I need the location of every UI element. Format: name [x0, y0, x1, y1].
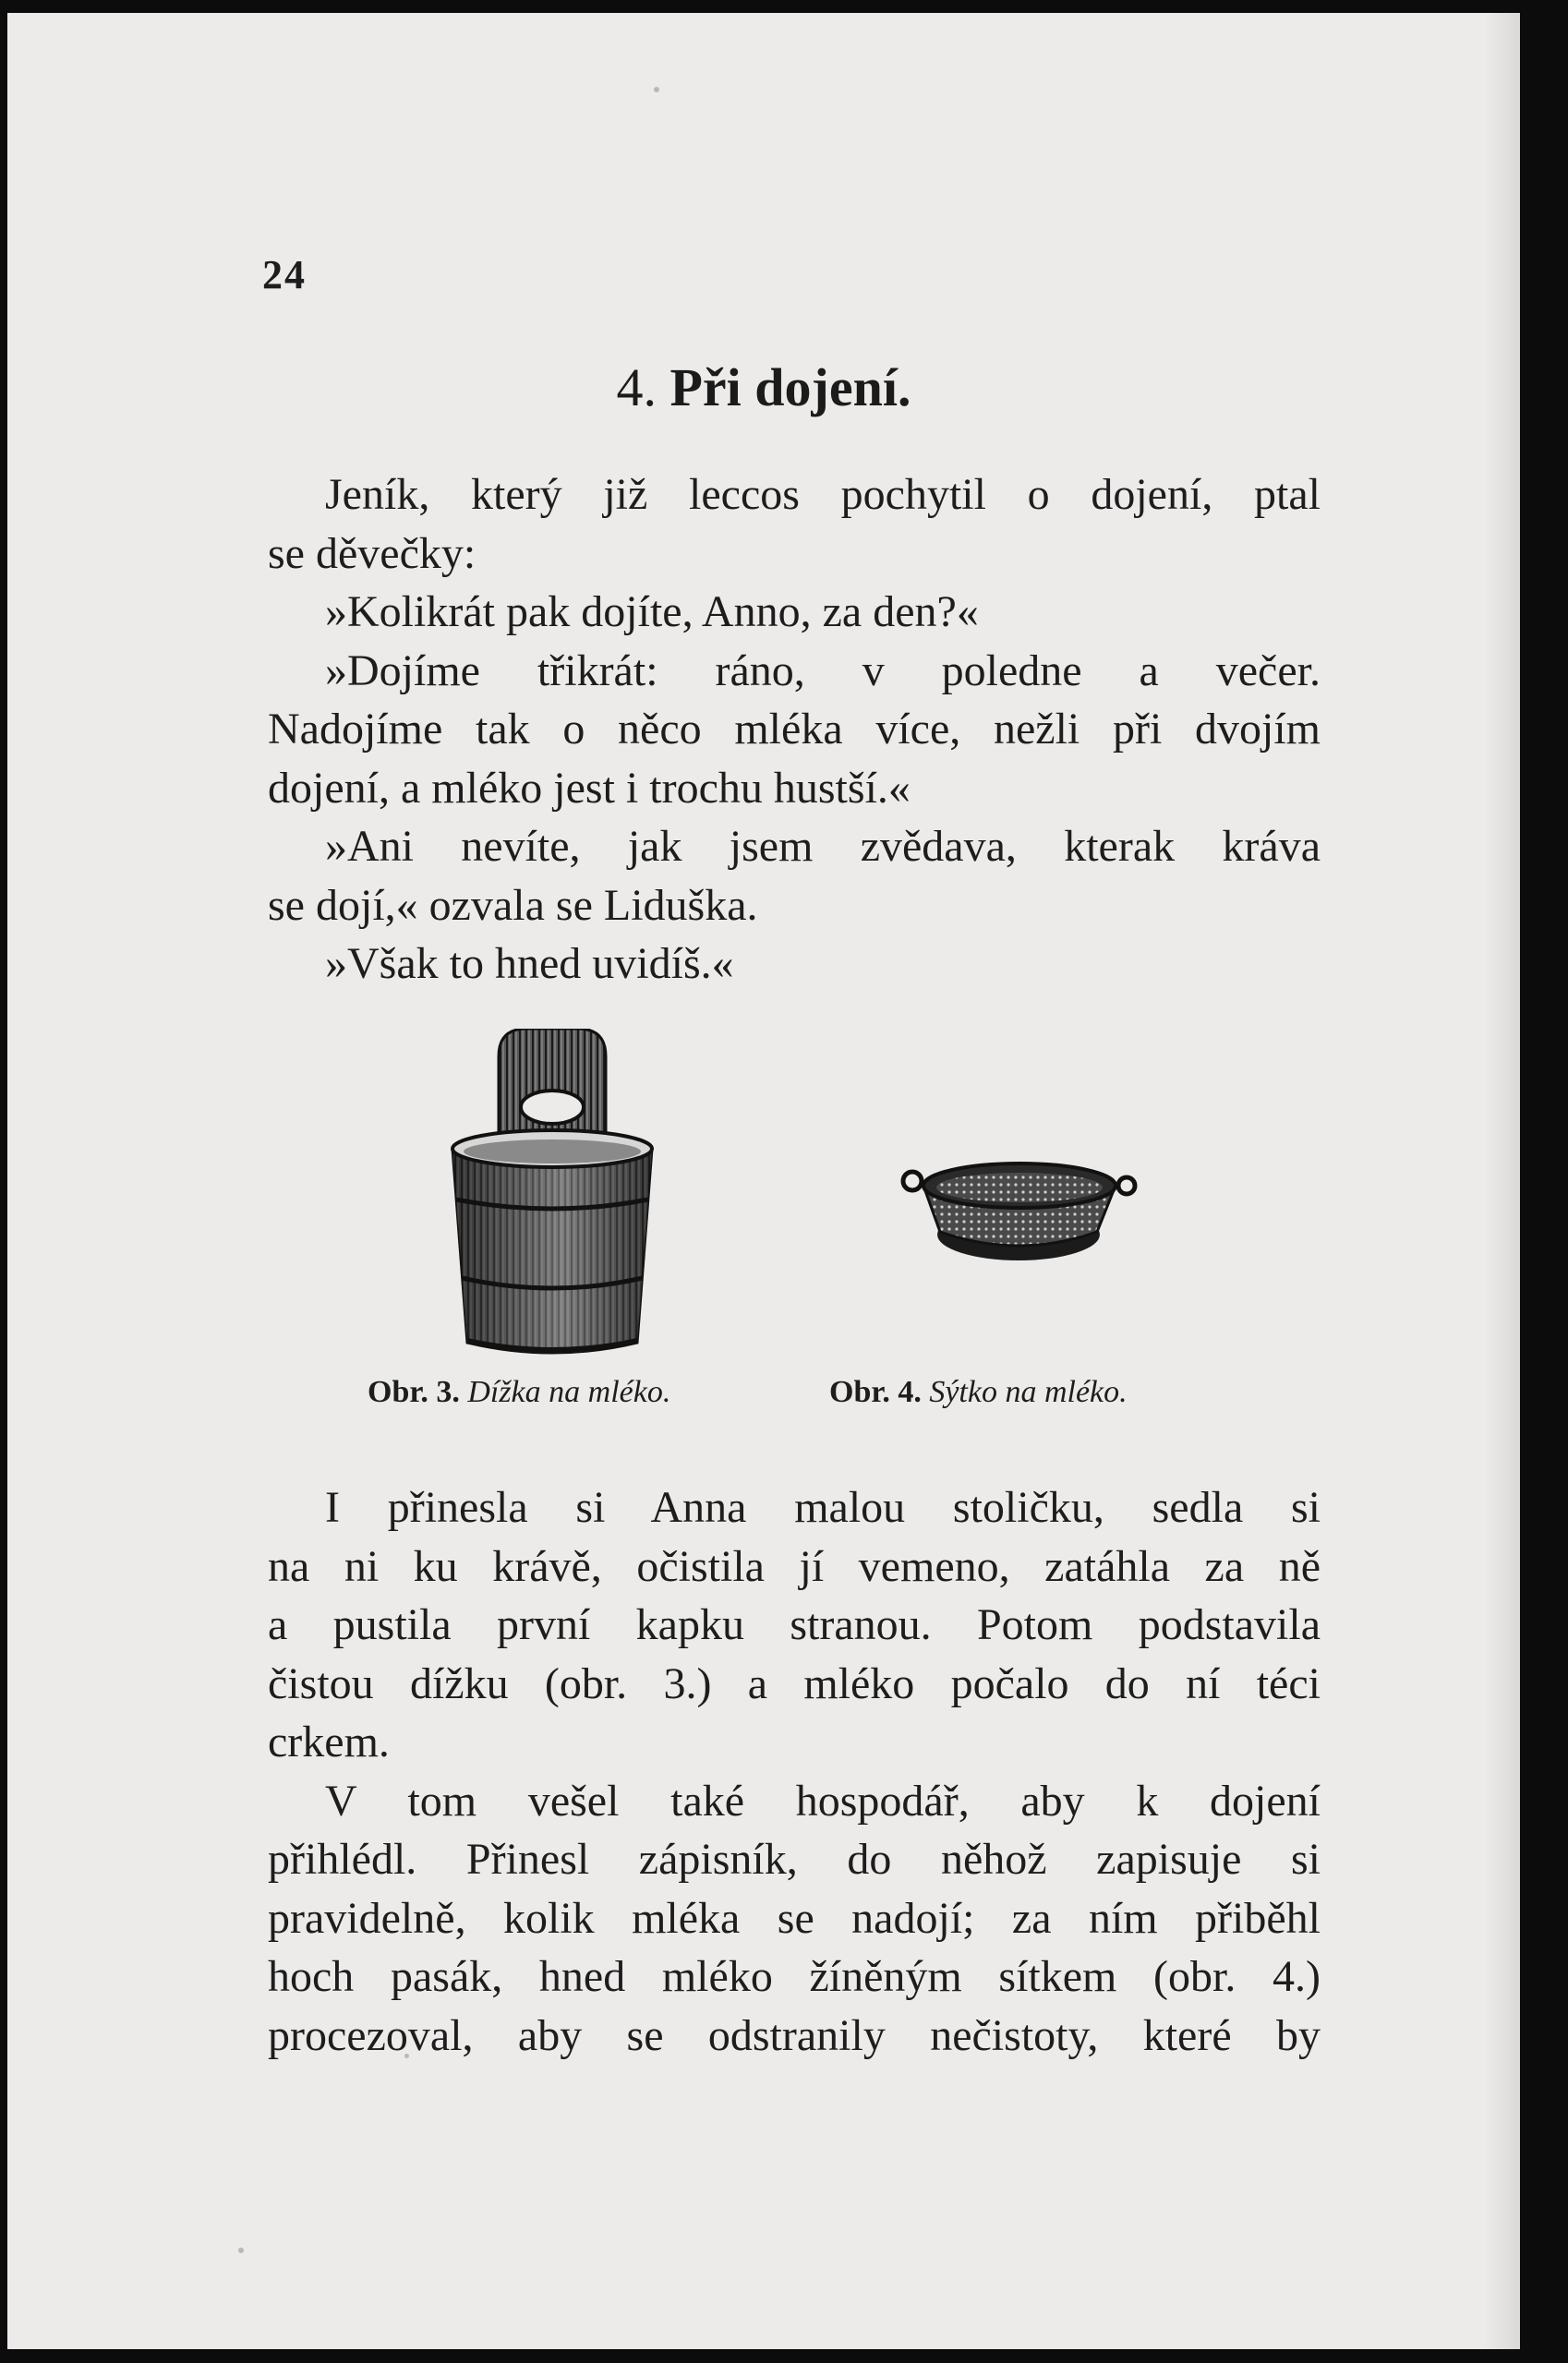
milking-pail-icon [441, 1029, 663, 1361]
text-line: přihlédl. Přinesl zápisník, do něhož zapisuje si [268, 1835, 1321, 1884]
chapter-number: 4. [616, 357, 657, 417]
figure-label: Obr. 4. [829, 1375, 922, 1409]
text-line: se děvečky: [268, 528, 476, 578]
page-number: 24 [262, 252, 307, 297]
text-line: »Však to hned uvidíš.« [325, 939, 734, 988]
text-line: Jeník, který již leccos pochytil o dojení, ptal [325, 470, 1321, 519]
paper-speck [238, 2248, 244, 2253]
paragraph-dialogue [268, 465, 1321, 994]
milk-strainer-icon [894, 1144, 1143, 1273]
figure-caption [368, 1375, 670, 1410]
text-line: »Kolikrát pak dojíte, Anno, za den?« [325, 587, 979, 636]
text-line: procezoval, aby se odstranily nečistoty, které by [268, 2010, 1321, 2060]
text-line: hoch pasák, hned mléko žíněným sítkem (obr. 4.) [268, 1952, 1321, 2001]
text-line: I přinesla si Anna malou stoličku, sedla si [325, 1483, 1321, 1532]
chapter-heading [7, 356, 1520, 418]
book-page [7, 13, 1520, 2349]
text-line: se dojí,« ozvala se Liduška. [268, 880, 758, 930]
figure-caption-text: Sýtko na mléko. [929, 1375, 1128, 1409]
chapter-title: Při dojení. [669, 357, 911, 417]
text-line: dojení, a mléko jest i trochu hustší.« [268, 763, 911, 813]
text-line: a pustila první kapku stranou. Potom podstavila [268, 1600, 1321, 1649]
text-line: V tom vešel také hospodář, aby k dojení [325, 1776, 1321, 1826]
figure-label: Obr. 3. [368, 1375, 460, 1409]
figure-caption-text: Dížka na mléko. [467, 1375, 671, 1409]
text-line: »Ani nevíte, jak jsem zvědava, kterak kráva [325, 822, 1321, 871]
text-line: »Dojíme třikrát: ráno, v poledne a večer. [325, 645, 1321, 695]
text-line: crkem. [268, 1718, 390, 1766]
text-line: čistou dížku (obr. 3.) a mléko počalo do ní téci [268, 1658, 1321, 1708]
paper-speck [654, 87, 659, 92]
text-line: pravidelně, kolik mléka se nadojí; za ním přiběhl [268, 1893, 1321, 1943]
figure-caption [829, 1375, 1128, 1410]
paragraph-narrative [268, 1478, 1321, 2065]
text-line: Nadojíme tak o něco mléka více, nežli při dvojím [268, 705, 1321, 754]
text-line: na ni ku krávě, očistila jí vemeno, zatáhla za ně [268, 1541, 1321, 1591]
